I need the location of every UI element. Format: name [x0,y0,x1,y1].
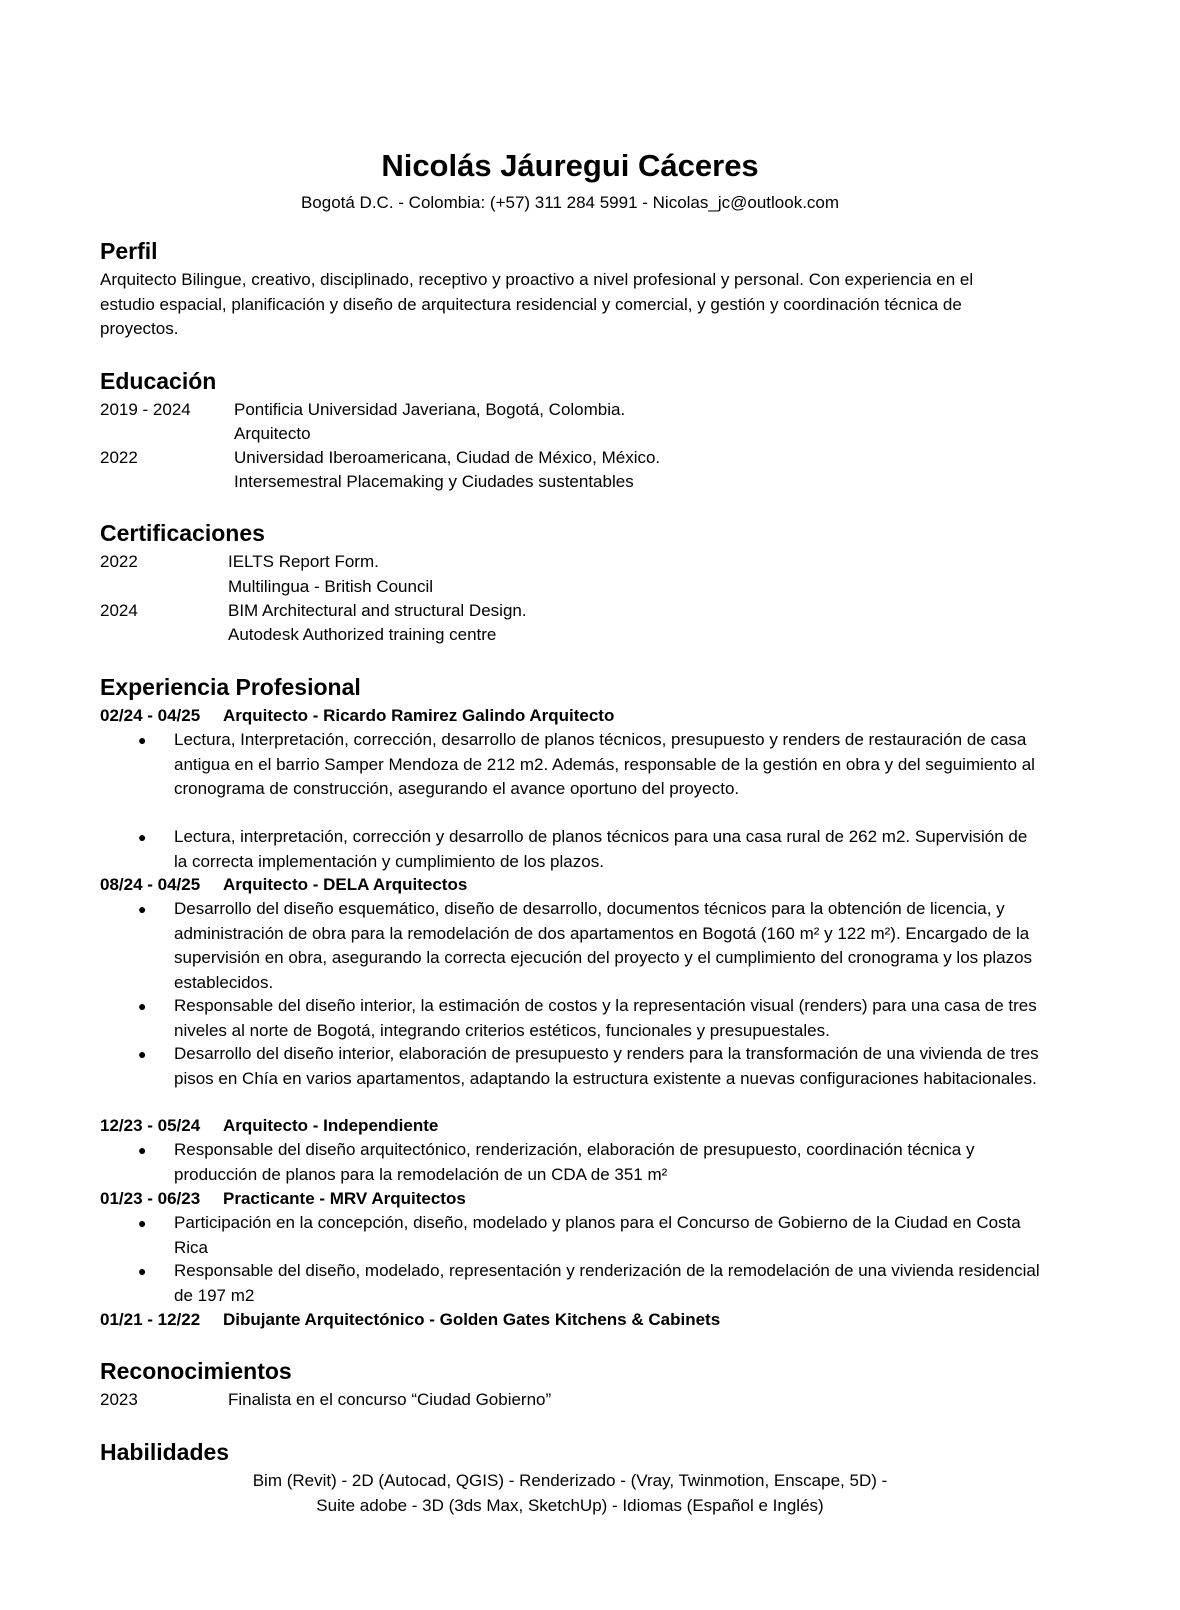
job-header [100,1187,466,1212]
bullet-icon: ● [138,1215,147,1231]
cert-date: 2024 [100,601,138,620]
job-dates: 01/21 - 12/22 [100,1310,201,1329]
candidate-name: Nicolás Jáuregui Cáceres [381,148,759,183]
job-bullet: Participación en la concepción, diseño, modelado y planos para el Concurso de Gobierno de la Ciudad en Costa Rica [174,1213,1021,1257]
contact-line: Bogotá D.C. - Colombia: (+57) 311 284 5991 - Nicolas_jc@outlook.com [300,193,840,212]
job-bullet: Responsable del diseño, modelado, representación y renderización de la remodelación de una vivienda residencial de 197 m2 [174,1261,1040,1305]
job-header [100,1308,720,1333]
award-text: Finalista en el concurso “Ciudad Gobierno” [228,1390,552,1409]
cert-title: IELTS Report Form. [228,552,379,571]
job-bullet: Responsable del diseño arquitectónico, renderización, elaboración de presupuesto, coordinación técnica y producción de planos para la remodelación de un CDA de 351 m² [174,1140,975,1184]
job-bullet: Lectura, interpretación, corrección y desarrollo de planos técnicos para una casa rural de 262 m2. Supervisión de la correcta implementación y cumplimiento de los plazos. [174,827,1028,871]
job-title: Arquitecto - Independiente [223,1116,439,1135]
cert-issuer: Autodesk Authorized training centre [228,625,497,644]
job-bullet: Lectura, Interpretación, corrección, desarrollo de planos técnicos, presupuesto y renders de restauración de casa antigua en el barrio Samper Mendoza de 212 m2. Además, responsable de la gestión en obra y del seguimiento al cronograma de construcción, asegurando el avance oportuno del proyecto. [174,730,1035,798]
job-bullet: Desarrollo del diseño interior, elaboración de presupuesto y renders para la transformación de una vivienda de tres pisos en Chía en varios apartamentos, adaptando la estructura existente a nuevas configuraciones habitacionales. [174,1044,1039,1088]
skills-text [0,1469,1140,1518]
bullet-icon: ● [138,732,147,748]
job-title: Arquitecto - Ricardo Ramirez Galindo Arquitecto [223,706,615,725]
job-header [100,704,614,729]
job-title: Arquitecto - DELA Arquitectos [223,875,468,894]
edu-degree: Intersemestral Placemaking y Ciudades sustentables [234,472,634,491]
skills-line: Suite adobe - 3D (3ds Max, SketchUp) - Idiomas (Español e Inglés) [316,1495,824,1515]
job-dates: 02/24 - 04/25 [100,706,201,725]
job-title: Dibujante Arquitectónico - Golden Gates Kitchens & Cabinets [223,1310,721,1329]
section-heading-perfil: Perfil [100,238,158,264]
bullet-icon: ● [138,901,147,917]
edu-institution: Pontificia Universidad Javeriana, Bogotá, Colombia. [234,400,626,419]
bullet-icon: ● [138,1046,147,1062]
job-dates: 08/24 - 04/25 [100,875,201,894]
job-dates: 12/23 - 05/24 [100,1116,201,1135]
perfil-text: Arquitecto Bilingue, creativo, disciplinado, receptivo y proactivo a nivel profesional y personal. Con experiencia en el estudio espacial, planificación y diseño de arquitectura residencial y comercial, y gestión y coordinación técnica de proyectos. [100,270,974,338]
section-heading-educacion: Educación [100,368,217,394]
job-title: Practicante - MRV Arquitectos [223,1189,466,1208]
section-heading-experiencia: Experiencia Profesional [100,674,361,700]
job-bullet: Desarrollo del diseño esquemático, diseño de desarrollo, documentos técnicos para la obtención de licencia, y administración de obra para la remodelación de dos apartamentos en Bogotá (160 m² y 122 m²). Encargado de la supervisión en obra, asegurando la correcta ejecución del proyecto y el cumplimiento del cronograma y los plazos establecidos. [174,899,1033,992]
job-bullet: Responsable del diseño interior, la estimación de costos y la representación visual (renders) para una casa de tres niveles al norte de Bogotá, integrando criterios estéticos, funcionales y presupuestales. [174,996,1037,1040]
bullet-icon: ● [138,1263,147,1279]
edu-degree: Arquitecto [234,424,311,443]
cert-issuer: Multilingua - British Council [228,577,434,596]
edu-institution: Universidad Iberoamericana, Ciudad de México, México. [234,448,661,467]
section-heading-reconocimientos: Reconocimientos [100,1358,292,1384]
section-heading-certificaciones: Certificaciones [100,520,265,546]
edu-date: 2022 [100,448,138,467]
award-date: 2023 [100,1390,138,1409]
job-dates: 01/23 - 06/23 [100,1189,201,1208]
section-heading-habilidades: Habilidades [100,1439,230,1465]
bullet-icon: ● [138,998,147,1014]
skills-line: Bim (Revit) - 2D (Autocad, QGIS) - Renderizado - (Vray, Twinmotion, Enscape, 5D) - [252,1471,888,1490]
bullet-icon: ● [138,1142,147,1158]
cert-date: 2022 [100,552,138,571]
cert-title: BIM Architectural and structural Design. [228,601,527,620]
edu-date: 2019 - 2024 [100,400,191,419]
job-header [100,1114,438,1139]
bullet-icon: ● [138,829,147,845]
job-header [100,873,467,898]
